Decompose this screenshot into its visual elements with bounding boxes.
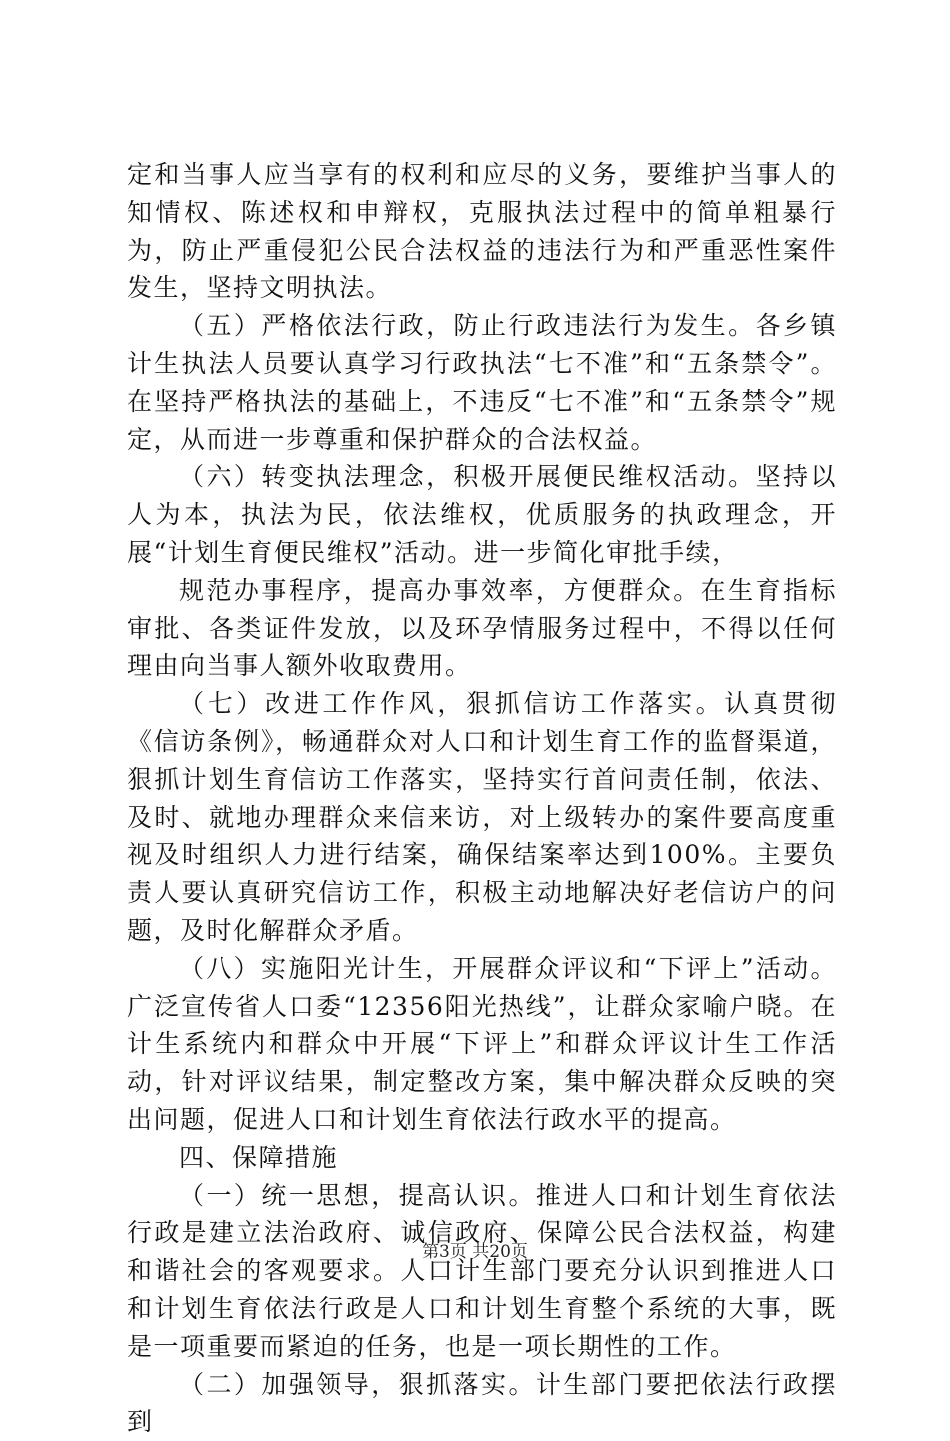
paragraph-2: （五）严格依法行政，防止行政违法行为发生。各乡镇计生执法人员要认真学习行政执法“七不准”和“五条禁令”。在坚持严格执法的基础上，不违反“七不准”和“五条禁令”规定，从而进一步尊重和保护群众的合法权益。 [127,307,837,458]
page-number-label: 第3页 共20页 [422,1242,528,1262]
paragraph-5: （七）改进工作作风，狠抓信访工作落实。认真贯彻《信访条例》，畅通群众对人口和计划生育工作的监督渠道，狠抓计划生育信访工作落实，坚持实行首问责任制，依法、及时、就地办理群众来信来访，对上级转办的案件要高度重视及时组织人力进行结案，确保结案率达到100%。主要负责人要认真研究信访工作，积极主动地解决好老信访户的问题，及时化解群众矛盾。 [127,685,837,950]
paragraph-8: （一）统一思想，提高认识。推进人口和计划生育依法行政是建立法治政府、诚信政府、保障公民合法权益，构建和谐社会的客观要求。人口计生部门要充分认识到推进人口和计划生育依法行政是人口和计划生育整个系统的大事，既是一项重要而紧迫的任务，也是一项长期性的工作。 [127,1177,837,1366]
paragraph-4: 规范办事程序，提高办事效率，方便群众。在生育指标审批、各类证件发放，以及环孕情服务过程中，不得以任何理由向当事人额外收取费用。 [127,572,837,685]
paragraph-6: （八）实施阳光计生，开展群众评议和“下评上”活动。广泛宣传省人口委“12356阳光热线”，让群众家喻户晓。在计生系统内和群众中开展“下评上”和群众评议计生工作活动，针对评议结果，制定整改方案，集中解决群众反映的突出问题，促进人口和计划生育依法行政水平的提高。 [127,950,837,1139]
page-footer [0,1241,950,1263]
section-heading: 四、保障措施 [127,1139,837,1177]
paragraph-9: （二）加强领导，狠抓落实。计生部门要把依法行政摆到 [127,1366,837,1441]
paragraph-3: （六）转变执法理念，积极开展便民维权活动。坚持以人为本，执法为民，依法维权，优质服务的执政理念，开展“计划生育便民维权”活动。进一步简化审批手续， [127,458,837,571]
paragraph-1: 定和当事人应当享有的权利和应尽的义务，要维护当事人的知情权、陈述权和申辩权，克服执法过程中的简单粗暴行为，防止严重侵犯公民合法权益的违法行为和严重恶性案件发生，坚持文明执法。 [127,156,837,307]
